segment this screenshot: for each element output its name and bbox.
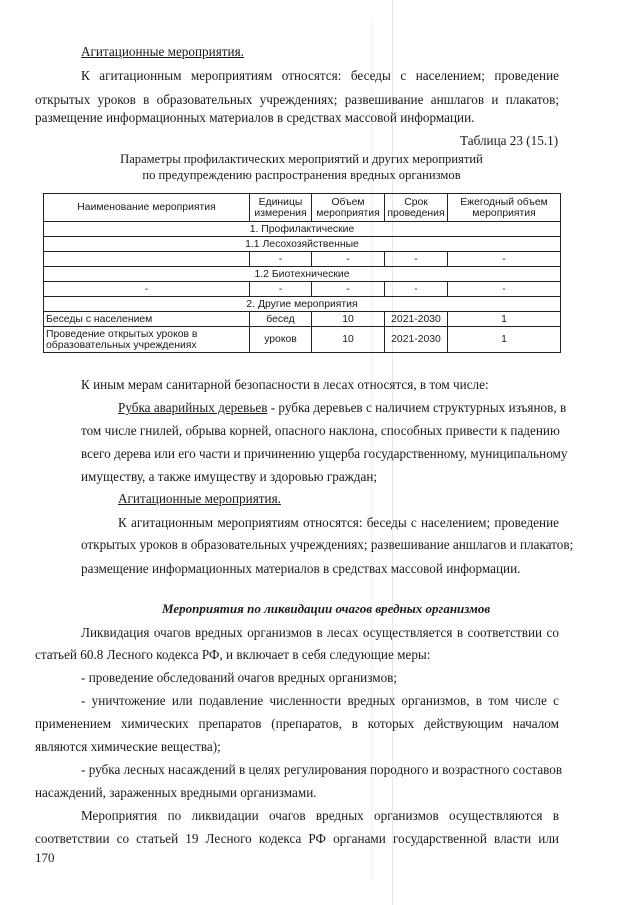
- subsection-forestry: 1.1 Лесохозяйственные: [44, 237, 561, 252]
- paragraph-line: соответствии со статьей 19 Лесного кодекса РФ органами государственной власти или: [35, 831, 559, 846]
- paragraph-line: являются химические вещества);: [35, 739, 221, 754]
- paragraph-line: открытых уроков в образовательных учреждениях; развешивание аншлагов и плакатов;: [81, 537, 574, 552]
- paragraph-line: открытых уроков в образовательных учреждениях; развешивание аншлагов и плакатов;: [35, 92, 559, 107]
- felling-title: Рубка аварийных деревьев: [118, 400, 268, 415]
- table-row: [44, 327, 561, 353]
- table-caption-line: по предупреждению распространения вредных организмов: [142, 168, 461, 182]
- measures-table: [43, 193, 561, 353]
- subsection-biotechnical: 1.2 Биотехнические: [44, 267, 561, 282]
- table-label: Таблица 23 (15.1): [460, 133, 559, 148]
- header-name: Наименование мероприятия: [44, 194, 250, 222]
- paragraph-line: статьей 60.8 Лесного кодекса РФ, и включает в себя следующие меры:: [35, 647, 431, 662]
- table-row: [44, 312, 561, 327]
- table-header-row: [44, 194, 561, 222]
- cell-volume: -: [312, 252, 385, 267]
- table-caption-line: Параметры профилактических мероприятий и других мероприятий: [120, 152, 483, 166]
- table-section-row: [44, 222, 561, 237]
- paragraph-line: применением химических препаратов (препаратов, в которых действующим началом: [35, 716, 559, 731]
- paragraph-line: размещение информационных материалов в средствах массовой информации.: [35, 110, 475, 125]
- cell-units: -: [250, 252, 312, 267]
- section-other-measures: 2. Другие мероприятия: [44, 297, 561, 312]
- list-item: - проведение обследований очагов вредных организмов;: [81, 670, 398, 685]
- section-title-agitation: Агитационные мероприятия.: [118, 491, 281, 506]
- cell-name: Беседы с населением: [44, 312, 250, 327]
- cell-term: -: [385, 282, 448, 297]
- cell-volume: 10: [312, 312, 385, 327]
- paragraph-line: К агитационным мероприятиям относятся: беседы с населением; проведение: [81, 68, 559, 83]
- list-item: - рубка лесных насаждений в целях регулирования породного и возрастного составов: [81, 762, 563, 777]
- list-item: - уничтожение или подавление численности вредных организмов, в том числе с: [81, 693, 559, 708]
- section-prophylactic: 1. Профилактические: [44, 222, 561, 237]
- header-units: Единицы измерения: [250, 194, 312, 222]
- paragraph-line: К агитационным мероприятиям относятся: беседы с населением; проведение: [118, 515, 559, 530]
- cell-name: -: [44, 282, 250, 297]
- section-title-agitation: Агитационные мероприятия.: [81, 44, 244, 59]
- paragraph-line: Ликвидация очагов вредных организмов в лесах осуществляется в соответствии со: [81, 625, 559, 640]
- cell-term: 2021-2030: [385, 312, 448, 327]
- cell-units: бесед: [250, 312, 312, 327]
- cell-annual: -: [448, 282, 561, 297]
- sanitary-intro: К иным мерам санитарной безопасности в лесах относятся, в том числе:: [81, 377, 489, 392]
- felling-line-rest: - рубка деревьев с наличием структурных изъянов, в: [267, 400, 567, 415]
- paragraph-line: имуществу, а также имуществу и здоровью граждан;: [81, 469, 378, 484]
- cell-annual: -: [448, 252, 561, 267]
- cell-term: 2021-2030: [385, 327, 448, 353]
- paragraph-line: насаждений, зараженных вредными организмами.: [35, 785, 317, 800]
- paragraph-line: [118, 400, 567, 415]
- page-number: 170: [35, 850, 55, 865]
- table-section-row: [44, 237, 561, 252]
- paragraph-line: всего дерева или его части и причинению ущерба государственному, муниципальному: [81, 446, 568, 461]
- paragraph-line: Мероприятия по ликвидации очагов вредных организмов осуществляются в: [81, 808, 559, 823]
- header-volume: Объем мероприятия: [312, 194, 385, 222]
- cell-name: Проведение открытых уроков в образовательных учреждениях: [44, 327, 250, 353]
- table-row: [44, 252, 561, 267]
- cell-name: [44, 252, 250, 267]
- cell-annual: 1: [448, 312, 561, 327]
- cell-annual: 1: [448, 327, 561, 353]
- paragraph-line: размещение информационных материалов в средствах массовой информации.: [81, 561, 521, 576]
- paragraph-line: том числе гнилей, обрыва корней, опасного наклона, способных привести к падению: [81, 423, 560, 438]
- liquidation-heading: Мероприятия по ликвидации очагов вредных организмов: [162, 601, 491, 616]
- cell-volume: 10: [312, 327, 385, 353]
- cell-units: уроков: [250, 327, 312, 353]
- header-annual: Ежегодный объем мероприятия: [448, 194, 561, 222]
- table-row: [44, 282, 561, 297]
- table-section-row: [44, 297, 561, 312]
- table-section-row: [44, 267, 561, 282]
- cell-term: -: [385, 252, 448, 267]
- header-term: Срок проведения: [385, 194, 448, 222]
- cell-units: -: [250, 282, 312, 297]
- cell-volume: -: [312, 282, 385, 297]
